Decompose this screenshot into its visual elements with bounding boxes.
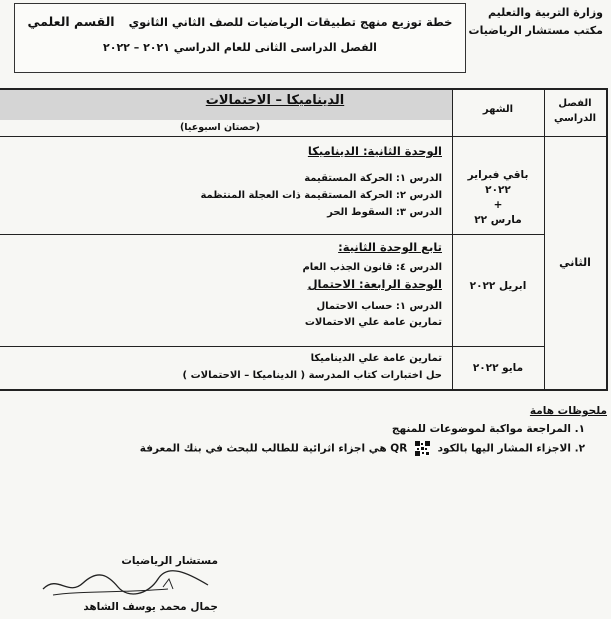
notes-title: ملحوظات هامة: [529, 405, 607, 417]
grid-line: [0, 346, 544, 347]
title-line-1: [15, 14, 465, 29]
title-box: [14, 3, 466, 73]
ministry-name: وزارة التربية والتعليم: [488, 6, 603, 19]
month-line: +: [493, 199, 503, 211]
grid-line: [606, 88, 608, 390]
unit-title-2: الوحدة الرابعة: الاحتمال: [307, 277, 442, 291]
row-1-content: [2, 144, 442, 221]
month-line: مايو ٢٠٢٢: [472, 362, 524, 374]
grid-line: [0, 136, 608, 137]
notes-section: [139, 405, 607, 462]
signature-title: مستشار الرياضيات: [121, 555, 218, 567]
note-item-2: [140, 441, 585, 456]
month-line: ابريل ٢٠٢٢: [469, 280, 527, 292]
note-text: QR هي اجزاء اثرائية للطالب للبحث في بنك المعرفة: [139, 442, 408, 455]
header-content: الديناميكا – الاحتمالات: [205, 93, 345, 108]
row-2-month: [456, 280, 540, 292]
note-item: ١. المراجعة مواكبة لموضوعات للمنهج: [391, 423, 585, 435]
term-value: الثاني: [559, 256, 591, 269]
lesson-item: الدرس ٢: الحركة المستقيمة ذات العجلة المنتظمة: [200, 190, 442, 201]
title-section: القسم العلمي: [27, 14, 115, 29]
row-3-content: [2, 350, 442, 384]
unit-title: تابع الوحدة الثانية:: [338, 240, 442, 254]
title-term: الفصل الدراسى الثانى للعام الدراسي ٢٠٢١ – ٢٠٢٢: [103, 41, 377, 54]
month-line: باقي فبراير ٢٠٢٢: [467, 169, 529, 196]
grid-line: [544, 88, 545, 390]
qr-code-icon: [415, 441, 430, 456]
signature-block: [18, 555, 218, 613]
lesson-item: الدرس ١: الحركة المستقيمة: [304, 173, 442, 184]
lesson-item: الدرس ١: حساب الاحتمال: [316, 301, 442, 312]
office-name: مكتب مستشار الرياضيات: [468, 24, 603, 37]
header-month: الشهر: [482, 104, 514, 115]
title-main: خطة توزيع منهج تطبيقات الرياضيات للصف الثاني الثانوي: [128, 15, 453, 29]
curriculum-table: [0, 88, 608, 391]
row-3-month: [456, 362, 540, 374]
lesson-item: تمارين عامة علي الاحتمالات: [304, 317, 442, 328]
header-term: الفصل الدراسي: [553, 98, 597, 124]
lesson-item: الدرس ٣: السقوط الحر: [327, 207, 442, 218]
note-text: ٢. الاجزاء المشار اليها بالكود: [437, 442, 585, 455]
unit-title: الوحدة الثانية: الديناميكا: [307, 144, 442, 158]
handwritten-signature: [38, 569, 218, 599]
ministry-header: [469, 4, 603, 40]
grid-line: [452, 88, 453, 390]
signature-name: جمال محمد يوسف الشاهد: [83, 601, 218, 613]
row-1-month: [456, 168, 540, 228]
lesson-item: تمارين عامة علي الديناميكا: [310, 353, 442, 364]
row-2-content: [2, 240, 442, 331]
header-content-note: (حصتان اسبوعيا): [179, 122, 261, 133]
lesson-item: حل اختبارات كتاب المدرسة ( الديناميكا – الاحتمالات ): [182, 370, 442, 381]
grid-line: [0, 389, 608, 391]
month-line: مارس ٢٢: [474, 214, 522, 226]
lesson-item: الدرس ٤: قانون الجذب العام: [302, 262, 442, 273]
grid-line: [0, 234, 544, 235]
grid-line: [0, 88, 608, 90]
